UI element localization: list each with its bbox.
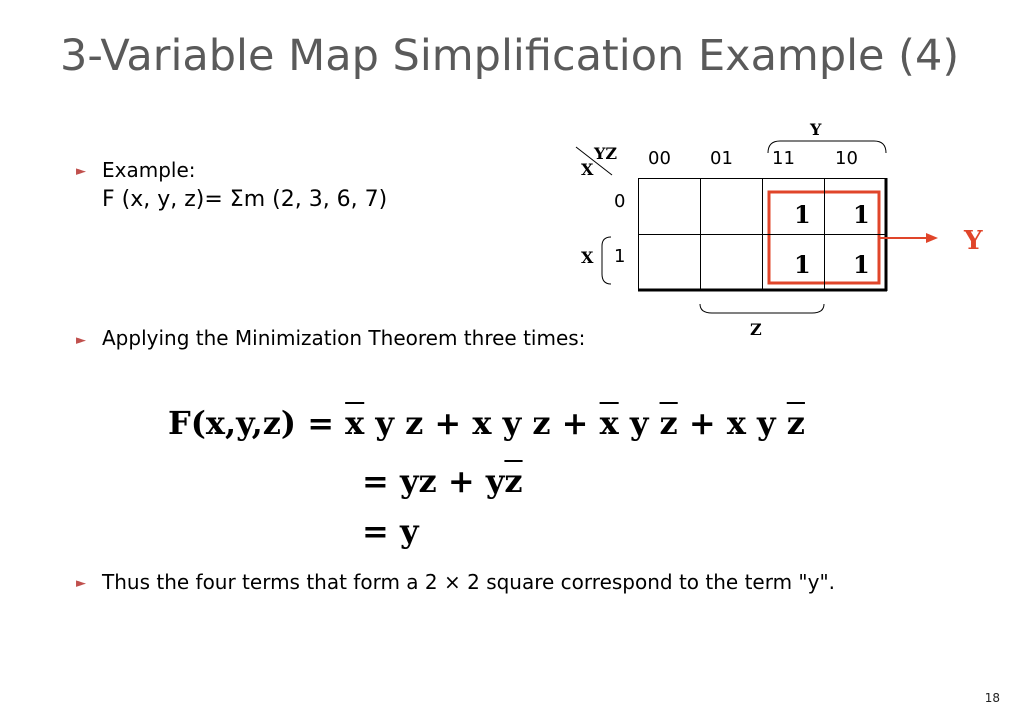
z-brace: [700, 304, 824, 313]
corner-x-label: X: [581, 160, 594, 179]
term-yz: y z: [375, 404, 424, 442]
equation-lhs: F(x,y,z): [168, 404, 297, 442]
term-x-bar: $\overline{x}$: [599, 404, 619, 442]
term-xy: x y: [726, 404, 776, 442]
cell-value: 1: [794, 250, 811, 279]
x-brace: [602, 237, 611, 284]
y-brace-label: Y: [810, 120, 822, 139]
col-header-00: 00: [648, 148, 671, 169]
kmap-cell: [700, 234, 762, 291]
plus-sign: +: [447, 462, 475, 500]
term-y: y: [399, 512, 419, 550]
bullet-arrow-icon: ►: [76, 164, 86, 179]
term-z-bar: $\overline{z}$: [786, 404, 805, 442]
equation-line-3: [362, 512, 419, 550]
arrow-head-icon: [926, 233, 938, 243]
example-label: Example:: [102, 158, 196, 182]
term-xyz: x y z: [472, 404, 551, 442]
z-brace-label: Z: [750, 320, 762, 339]
term-y: y: [485, 462, 505, 500]
kmap-cell: [762, 234, 824, 291]
kmap-cell: [762, 178, 824, 235]
result-label: Y: [964, 226, 983, 256]
col-header-11: 11: [772, 148, 795, 169]
plus-sign: +: [561, 404, 589, 442]
col-header-01: 01: [710, 148, 733, 169]
cell-value: 1: [853, 250, 870, 279]
term-z-bar: $\overline{z}$: [659, 404, 678, 442]
bullet-arrow-icon: ►: [76, 333, 86, 348]
corner-yz-label: YZ: [594, 144, 618, 163]
equation-line-1: [168, 404, 805, 442]
cell-value: 1: [794, 200, 811, 229]
slide-title: 3-Variable Map Simplification Example (4): [60, 31, 960, 81]
row-header-0: 0: [614, 191, 626, 212]
plus-sign: +: [434, 404, 462, 442]
example-formula: F (x, y, z)= Σm (2, 3, 6, 7): [102, 187, 388, 212]
row-header-1: 1: [614, 246, 626, 267]
plus-sign: +: [688, 404, 716, 442]
kmap-cell: [700, 178, 762, 235]
conclusion-text: Thus the four terms that form a 2 × 2 square correspond to the term "y".: [102, 570, 836, 594]
equals-sign: =: [362, 512, 389, 550]
page-number: 18: [984, 691, 1000, 705]
term-x-bar: $\overline{x}$: [345, 404, 365, 442]
kmap-cell: [638, 178, 700, 235]
equation-line-2: [362, 462, 523, 500]
bullet-arrow-icon: ►: [76, 576, 86, 591]
kmap-cell: [638, 234, 700, 291]
term-y: y: [629, 404, 649, 442]
x-brace-label: X: [581, 248, 594, 267]
term-yz: yz: [399, 462, 437, 500]
equals-sign: =: [307, 404, 335, 442]
col-header-10: 10: [835, 148, 858, 169]
cell-value: 1: [853, 200, 870, 229]
equals-sign: =: [362, 462, 389, 500]
term-z-bar: $\overline{z}$: [504, 462, 523, 500]
minimization-text: Applying the Minimization Theorem three times:: [102, 326, 586, 350]
